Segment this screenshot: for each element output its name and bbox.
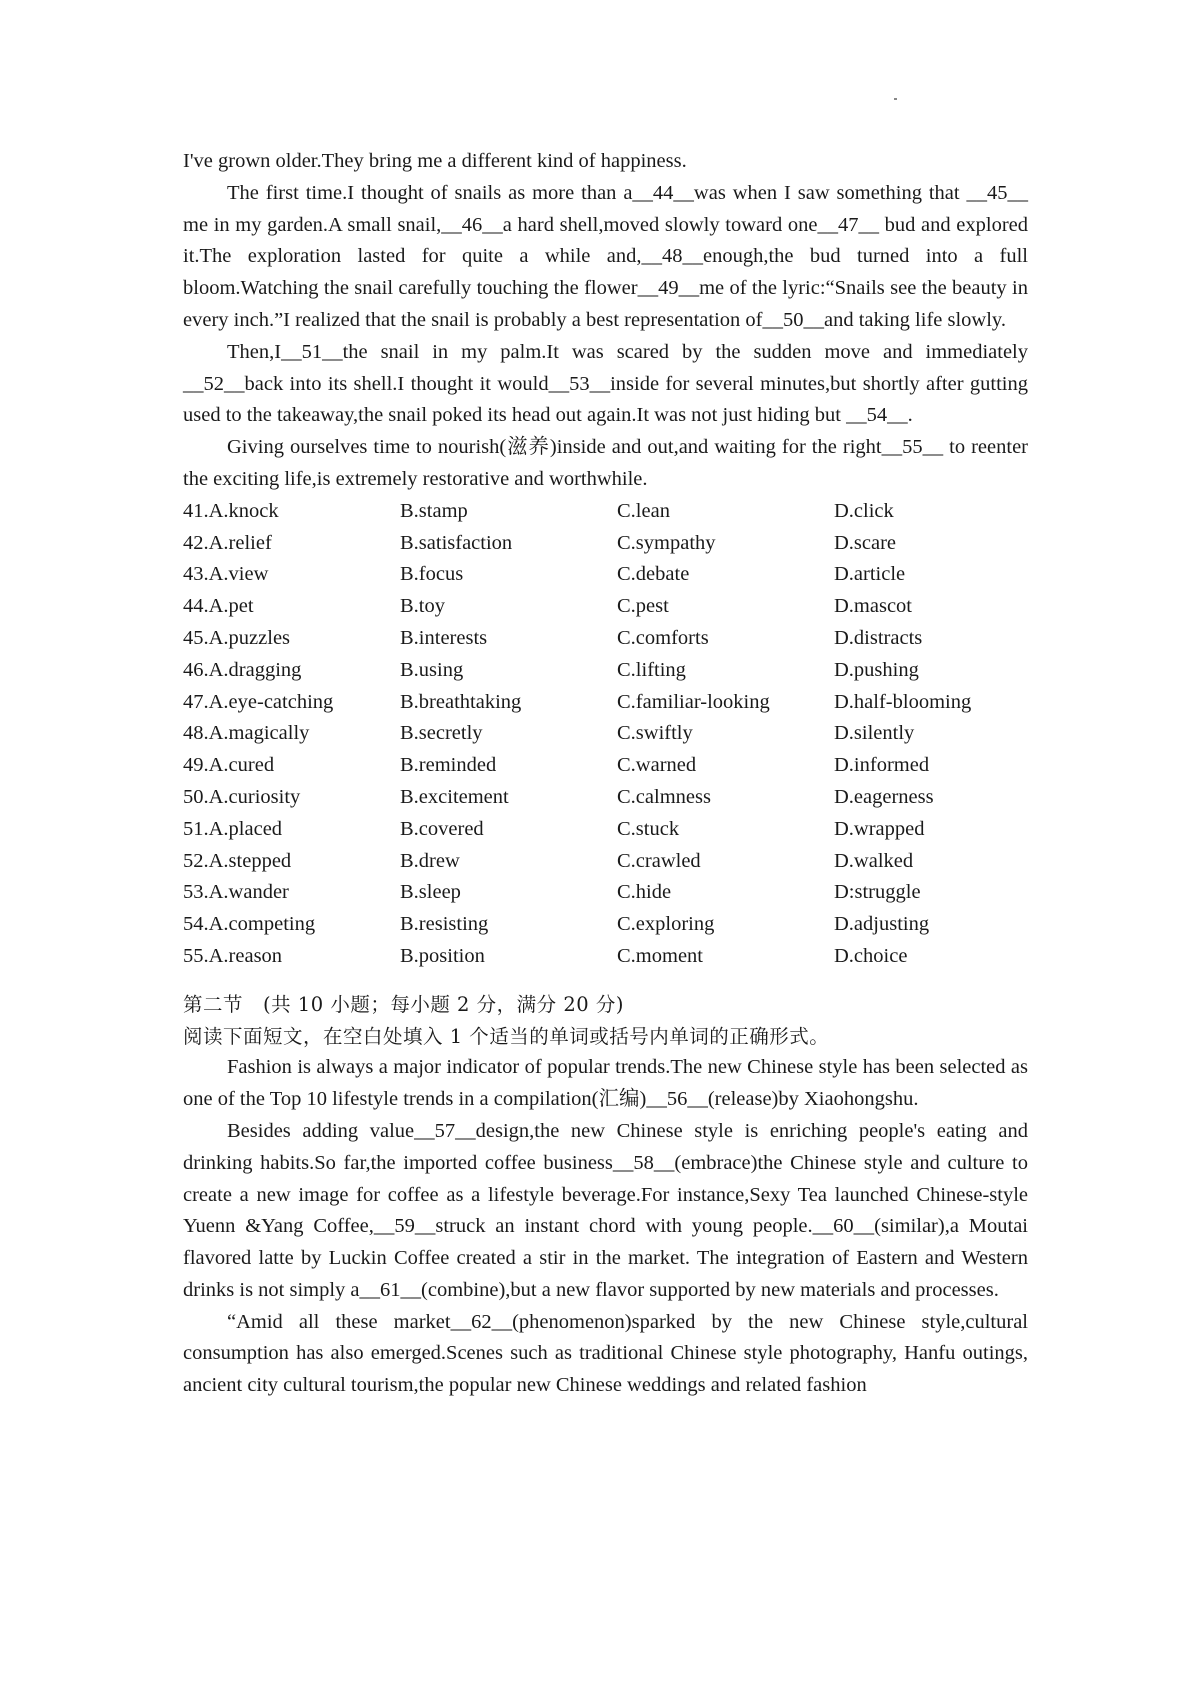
option-choice-d: D.click xyxy=(834,499,894,522)
option-choice-c: C.stuck xyxy=(617,817,680,840)
option-choice-b: B.excitement xyxy=(400,785,509,808)
option-choice-c: C.familiar-looking xyxy=(617,690,770,713)
option-choice-b: B.using xyxy=(400,658,464,681)
option-choice-b: B.focus xyxy=(400,563,464,586)
option-choice-a: 49.A.cured xyxy=(183,754,275,777)
option-choice-b: B.position xyxy=(400,944,485,967)
scan-speck xyxy=(894,98,897,100)
option-choice-c: C.moment xyxy=(617,944,703,967)
option-choice-b: B.secretly xyxy=(400,722,483,745)
option-choice-a: 52.A.stepped xyxy=(183,849,292,872)
spacer xyxy=(183,973,1028,989)
option-choice-c: C.lean xyxy=(617,499,670,522)
option-choice-d: D.informed xyxy=(834,754,930,777)
option-row xyxy=(183,623,1028,655)
grammar-paragraph-1: Fashion is always a major indicator of popular trends.The new Chinese style has been selected as one of the Top 10 lifestyle trends in a compilation(汇编)__56__(release)by Xiaohongshu. xyxy=(183,1056,1028,1111)
option-choice-c: C.exploring xyxy=(617,913,715,936)
option-choice-c: C.hide xyxy=(617,881,672,904)
option-choice-a: 45.A.puzzles xyxy=(183,626,291,649)
option-row xyxy=(183,655,1028,687)
option-choice-b: B.drew xyxy=(400,849,460,872)
option-choice-d: D.scare xyxy=(834,531,897,554)
option-choice-d: D.mascot xyxy=(834,595,912,618)
option-choice-d: D.silently xyxy=(834,722,915,745)
passage-paragraph-1: I've grown older.They bring me a different kind of happiness. xyxy=(183,150,687,172)
exam-page xyxy=(183,146,1028,1402)
option-choice-a: 50.A.curiosity xyxy=(183,785,301,808)
option-choice-a: 48.A.magically xyxy=(183,722,310,745)
grammar-paragraph-3: “Amid all these market__62__(phenomenon)sparked by the new Chinese style,cultural consumption has also emerged.Scenes such as traditional Chinese style photography, Hanfu outings, ancient city cultural tourism,the popular new Chinese weddings and related fashion xyxy=(183,1310,1028,1397)
section-heading: 第二节 (共 10 小题；每小题 2 分，满分 20 分) xyxy=(183,992,624,1016)
answer-options-list xyxy=(183,496,1028,973)
option-choice-b: B.stamp xyxy=(400,499,468,522)
section-instruction: 阅读下面短文，在空白处填入 1 个适当的单词或括号内单词的正确形式。 xyxy=(183,1024,830,1048)
option-choice-c: C.calmness xyxy=(617,785,711,808)
passage-cloze xyxy=(183,146,1028,496)
option-choice-a: 54.A.competing xyxy=(183,913,316,936)
option-row xyxy=(183,941,1028,973)
option-choice-c: C.debate xyxy=(617,563,690,586)
option-row xyxy=(183,559,1028,591)
option-choice-d: D.pushing xyxy=(834,658,919,681)
option-row xyxy=(183,687,1028,719)
option-row xyxy=(183,877,1028,909)
option-choice-b: B.toy xyxy=(400,595,445,618)
option-choice-c: C.swiftly xyxy=(617,722,693,745)
option-choice-a: 46.A.dragging xyxy=(183,658,302,681)
option-choice-d: D.adjusting xyxy=(834,913,930,936)
option-choice-b: B.breathtaking xyxy=(400,690,522,713)
option-row xyxy=(183,846,1028,878)
option-choice-d: D.choice xyxy=(834,944,908,967)
option-choice-c: C.crawled xyxy=(617,849,701,872)
option-choice-c: C.pest xyxy=(617,595,669,618)
passage-grammar-fill xyxy=(183,1052,1028,1402)
option-choice-a: 51.A.placed xyxy=(183,817,283,840)
passage-paragraph-3: Then,I__51__the snail in my palm.It was scared by the sudden move and immediately __52__back into its shell.I thought it would__53__inside for several minutes,but shortly after gutting used to the takeaway,the snail poked its head out again.It was not just hiding but __54__. xyxy=(183,340,1028,427)
option-row xyxy=(183,909,1028,941)
passage-paragraph-2: The first time.I thought of snails as more than a__44__was when I saw something that __45__ me in my garden.A small snail,__46__a hard shell,moved slowly toward one__47__ bud and explored it.The exploration lasted for quite a while and,__48__enough,the bud turned into a full bloom.Watching the snail carefully touching the flower__49__me of the lyric:“Snails see the beauty in every inch.”I realized that the snail is probably a best representation of__50__and taking life slowly. xyxy=(183,181,1028,331)
option-choice-b: B.reminded xyxy=(400,754,497,777)
option-row xyxy=(183,814,1028,846)
option-choice-b: B.covered xyxy=(400,817,484,840)
option-choice-a: 53.A.wander xyxy=(183,881,289,904)
option-choice-d: D.walked xyxy=(834,849,914,872)
option-choice-c: C.comforts xyxy=(617,626,709,649)
option-row xyxy=(183,528,1028,560)
option-row xyxy=(183,750,1028,782)
grammar-paragraph-2: Besides adding value__57__design,the new Chinese style is enriching people's eating and drinking habits.So far,the imported coffee business__58__(embrace)the Chinese style and culture to create a new image for coffee as a lifestyle beverage.For instance,Sexy Tea launched Chinese-style Yuenn &Yang Coffee,__59__struck an instant chord with young people.__60__(similar),a Moutai flavored latte by Luckin Coffee created a stir in the market. The integration of Eastern and Western drinks is not simply a__61__(combine),but a new flavor supported by new materials and processes. xyxy=(183,1119,1028,1301)
option-choice-b: B.resisting xyxy=(400,913,489,936)
option-choice-d: D:struggle xyxy=(834,881,921,904)
option-choice-d: D.eagerness xyxy=(834,785,934,808)
option-choice-b: B.sleep xyxy=(400,881,461,904)
option-choice-d: D.article xyxy=(834,563,906,586)
option-row xyxy=(183,718,1028,750)
option-choice-b: B.interests xyxy=(400,626,488,649)
option-row xyxy=(183,591,1028,623)
option-choice-c: C.lifting xyxy=(617,658,686,681)
option-choice-c: C.sympathy xyxy=(617,531,716,554)
option-row xyxy=(183,496,1028,528)
option-choice-a: 41.A.knock xyxy=(183,499,279,522)
passage-paragraph-4: Giving ourselves time to nourish(滋养)inside and out,and waiting for the right__55__ to reenter the exciting life,is extremely restorative and worthwhile. xyxy=(183,436,1028,490)
option-choice-a: 43.A.view xyxy=(183,563,269,586)
option-choice-d: D.half-blooming xyxy=(834,690,972,713)
option-choice-c: C.warned xyxy=(617,754,697,777)
option-choice-d: D.wrapped xyxy=(834,817,925,840)
option-choice-a: 55.A.reason xyxy=(183,944,283,967)
option-choice-a: 44.A.pet xyxy=(183,595,254,618)
option-choice-a: 47.A.eye-catching xyxy=(183,690,334,713)
option-choice-b: B.satisfaction xyxy=(400,531,513,554)
option-choice-a: 42.A.relief xyxy=(183,531,272,554)
option-row xyxy=(183,782,1028,814)
option-choice-d: D.distracts xyxy=(834,626,923,649)
